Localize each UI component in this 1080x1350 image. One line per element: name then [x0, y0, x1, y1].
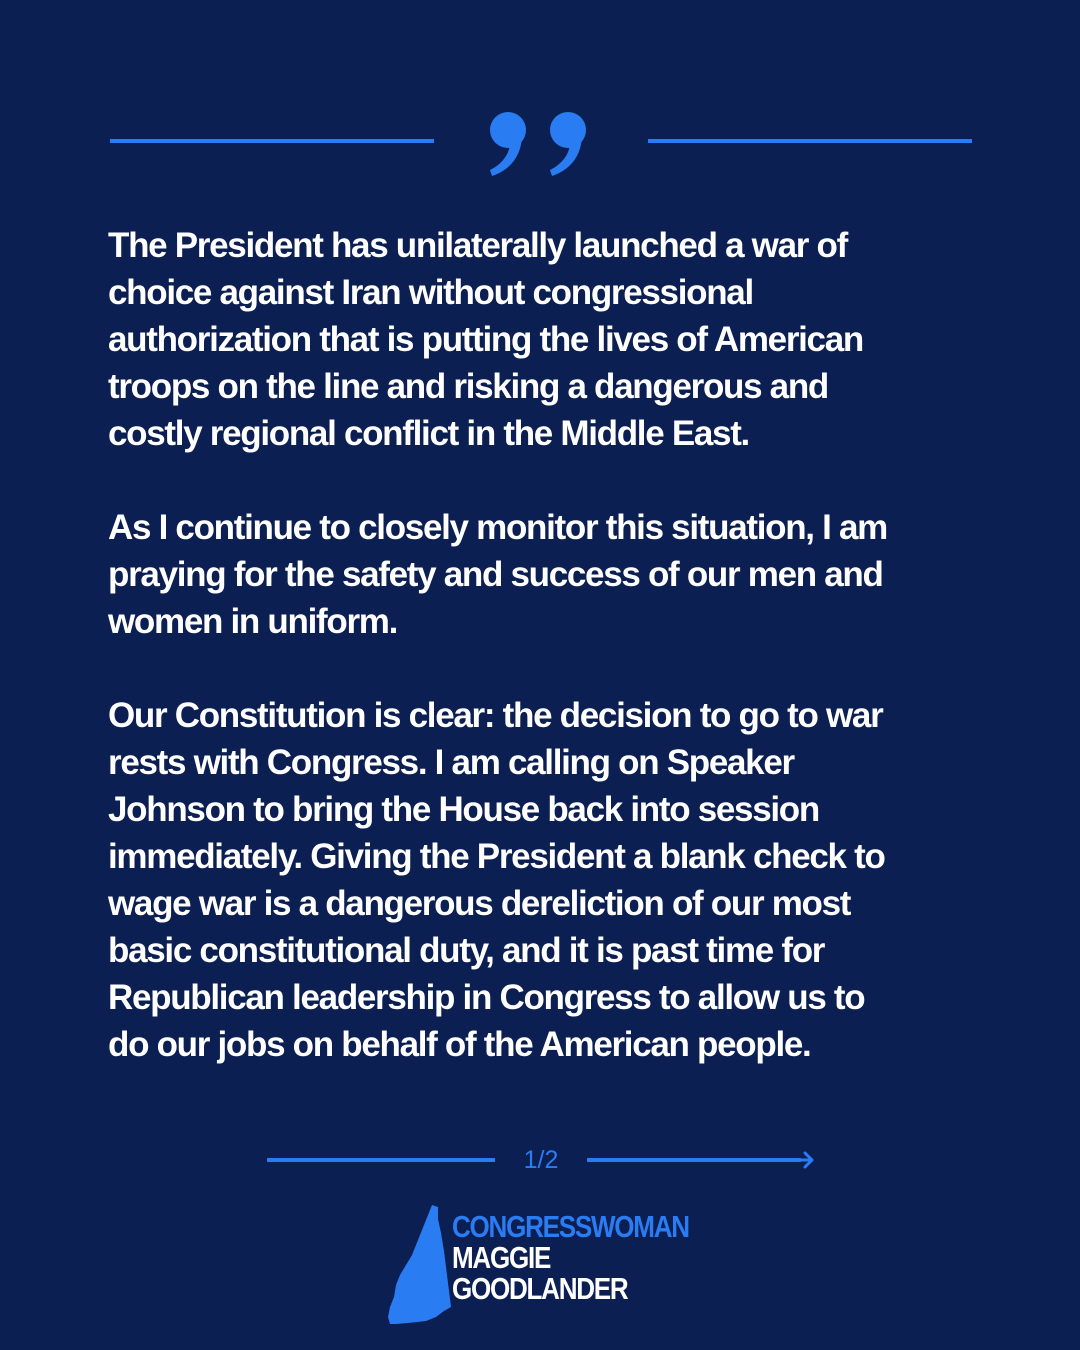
header-rule-right	[648, 139, 972, 143]
statement-paragraph-3: Our Constitution is clear: the decision to go to war rests with Congress. I am calling on Speaker Johnson to bring the House back into session immediately. Giving the President a blank check to wage war is a dangerous dereliction of our most basic constitutional duty, and it is past time for Republican leadership in Congress to allow us to do our jobs on behalf of the American people.	[108, 696, 885, 1064]
pager-rule-left	[267, 1158, 495, 1162]
pager-rule-right	[587, 1158, 801, 1162]
quote-icon	[486, 108, 594, 180]
arrow-right-icon[interactable]	[796, 1151, 814, 1169]
header-rule-left	[110, 139, 434, 143]
logo-last-name: GOODLANDER	[452, 1271, 628, 1306]
logo-title: CONGRESSWOMAN	[452, 1209, 689, 1244]
statement-paragraph-2: As I continue to closely monitor this situation, I am praying for the safety and success of our men and women in uniform.	[108, 508, 887, 641]
logo-wordmark	[452, 1211, 689, 1304]
page-indicator: 1/2	[523, 1146, 559, 1174]
statement-body	[108, 222, 988, 1068]
new-hampshire-map-icon	[386, 1203, 452, 1325]
logo-first-name: MAGGIE	[452, 1240, 551, 1275]
statement-paragraph-1: The President has unilaterally launched a war of choice against Iran without congressional authorization that is putting the lives of American troops on the line and risking a dangerous and costly regional conflict in the Middle East.	[108, 226, 863, 453]
